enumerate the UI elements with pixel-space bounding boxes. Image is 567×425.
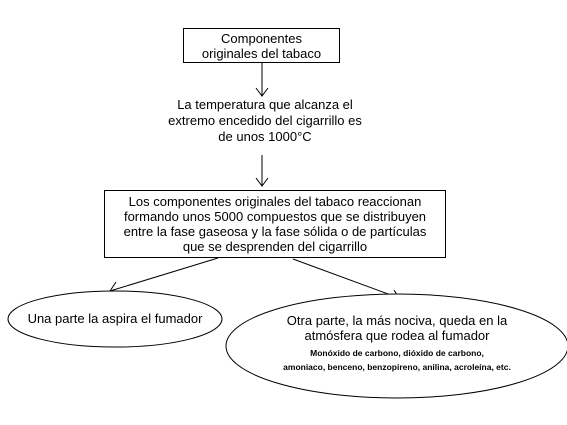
node-text: La temperatura que alcanza el [177, 97, 353, 112]
compounds-text: amoniaco, benceno, benzopireno, anilina, acroleína, etc. [283, 362, 511, 372]
node-text: formando unos 5000 compuestos que se distribuyen [123, 209, 427, 224]
node-text: Los componentes originales del tabaco reaccionan [128, 194, 422, 209]
node-compounds [262, 346, 532, 374]
node-text: que se desprenden del cigarrillo [182, 239, 368, 254]
node-atmosphere [262, 313, 532, 343]
node-text: Otra parte, la más nociva, queda en la [286, 313, 508, 328]
node-text: originales del tabaco [201, 46, 322, 61]
node-reaction [104, 190, 446, 258]
arrow-1 [256, 63, 268, 96]
node-temperature [160, 97, 370, 145]
node-text: Una parte la aspira el fumador [27, 311, 203, 326]
arrow-2 [256, 155, 268, 186]
arrow-left [110, 258, 218, 293]
node-original-components [183, 28, 340, 63]
compounds-text: Monóxido de carbono, dióxido de carbono, [310, 348, 484, 358]
node-text: Componentes [221, 31, 302, 46]
node-text: de unos 1000°C [218, 129, 312, 144]
node-text: atmósfera que rodea al fumador [304, 328, 490, 343]
node-text: entre la fase gaseosa y la fase sólida o de partículas [123, 224, 427, 239]
node-text: extremo encedido del cigarrillo es [168, 113, 362, 128]
node-smoker-inhales [12, 311, 218, 326]
